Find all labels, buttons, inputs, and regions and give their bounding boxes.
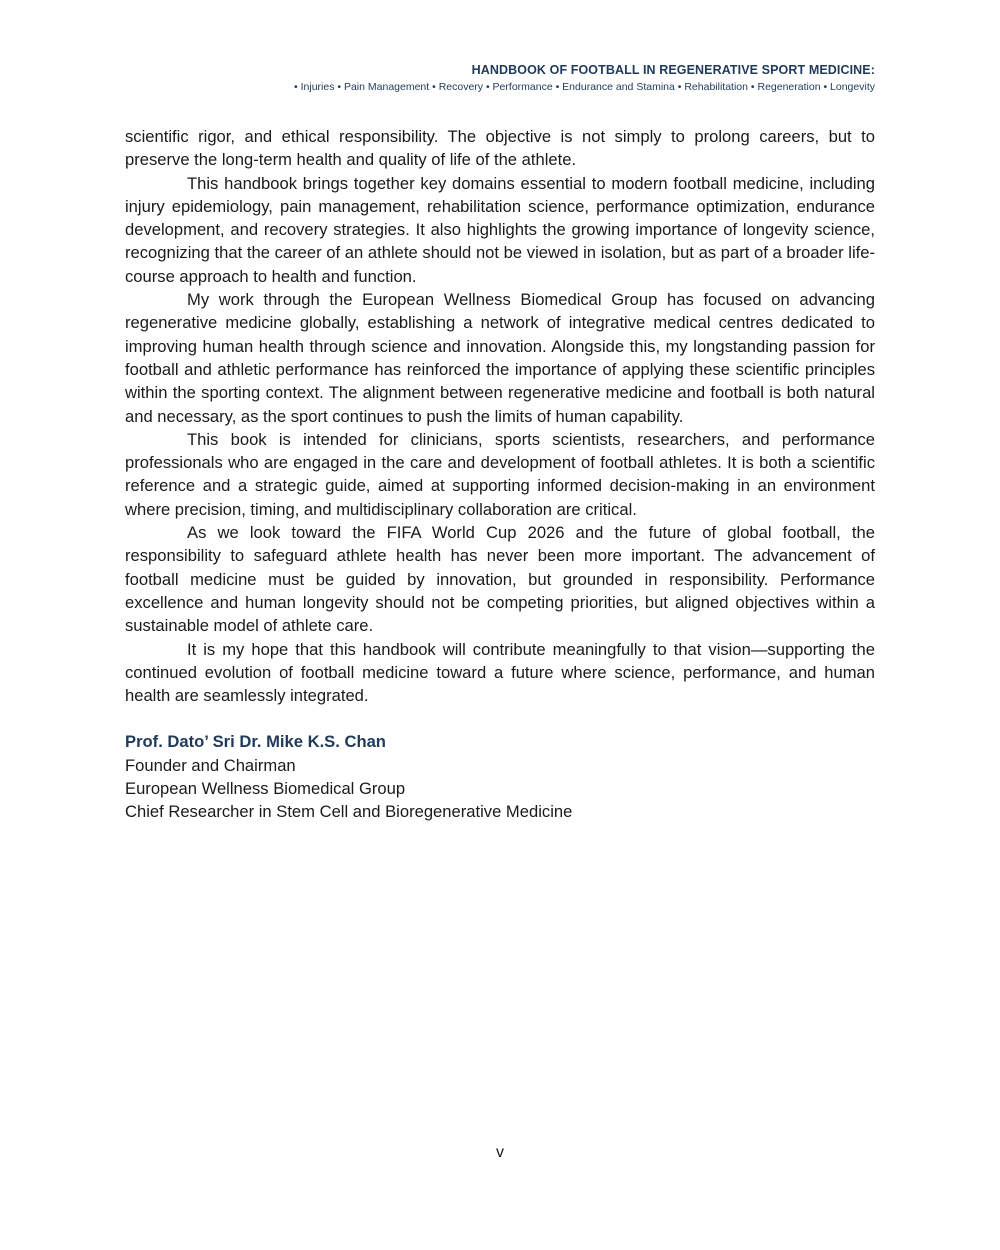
running-header (294, 62, 875, 95)
signature-block (125, 730, 875, 823)
author-position: Chief Researcher in Stem Cell and Bioregenerative Medicine (125, 802, 573, 822)
paragraph: This book is intended for clinicians, sports scientists, researchers, and performance professionals who are engaged in the care and development of football athletes. It is both a scientific reference and a strategic guide, aimed at supporting informed decision-making in an environment where precision, timing, and multidisciplinary collaboration are critical. (125, 429, 875, 519)
page-body (125, 125, 875, 824)
page-number: v (496, 1144, 504, 1161)
paragraph: As we look toward the FIFA World Cup 2026 and the future of global football, the responsibility to safeguard athlete health has never been more important. The advancement of football medicine must be guided by innovation, but grounded in responsibility. Performance excellence and human longevity should not be competing priorities, but aligned objectives within a sustainable model of athlete care. (125, 523, 875, 636)
paragraph: My work through the European Wellness Biomedical Group has focused on advancing regenerative medicine globally, establishing a network of integrative medical centres dedicated to improving human health through science and innovation. Alongside this, my longstanding passion for football and athletic performance has reinforced the importance of applying these scientific principles within the sporting context. The alignment between regenerative medicine and football is both natural and necessary, as the sport continues to push the limits of human capability. (125, 290, 875, 426)
author-role: Founder and Chairman (125, 755, 296, 775)
paragraph: It is my hope that this handbook will contribute meaningfully to that vision—supporting the continued evolution of football medicine toward a future where science, performance, and human health are seamlessly integrated. (125, 639, 875, 706)
author-organization: European Wellness Biomedical Group (125, 779, 406, 799)
author-name: Prof. Dato’ Sri Dr. Mike K.S. Chan (125, 732, 386, 752)
paragraph: This handbook brings together key domains essential to modern football medicine, including injury epidemiology, pain management, rehabilitation science, performance optimization, endurance development, and recovery strategies. It also highlights the growing importance of longevity science, recognizing that the career of an athlete should not be viewed in isolation, but as part of a broader life-course approach to health and function. (125, 173, 875, 286)
topics-subtitle: • Injuries • Pain Management • Recovery • Performance • Endurance and Stamina • Rehabilitation • Regeneration • Longevity (294, 81, 875, 93)
paragraph-continuation: scientific rigor, and ethical responsibility. The objective is not simply to prolong careers, but to preserve the long-term health and quality of life of the athlete. (125, 127, 875, 170)
book-title: HANDBOOK OF FOOTBALL IN REGENERATIVE SPORT MEDICINE: (471, 63, 875, 77)
